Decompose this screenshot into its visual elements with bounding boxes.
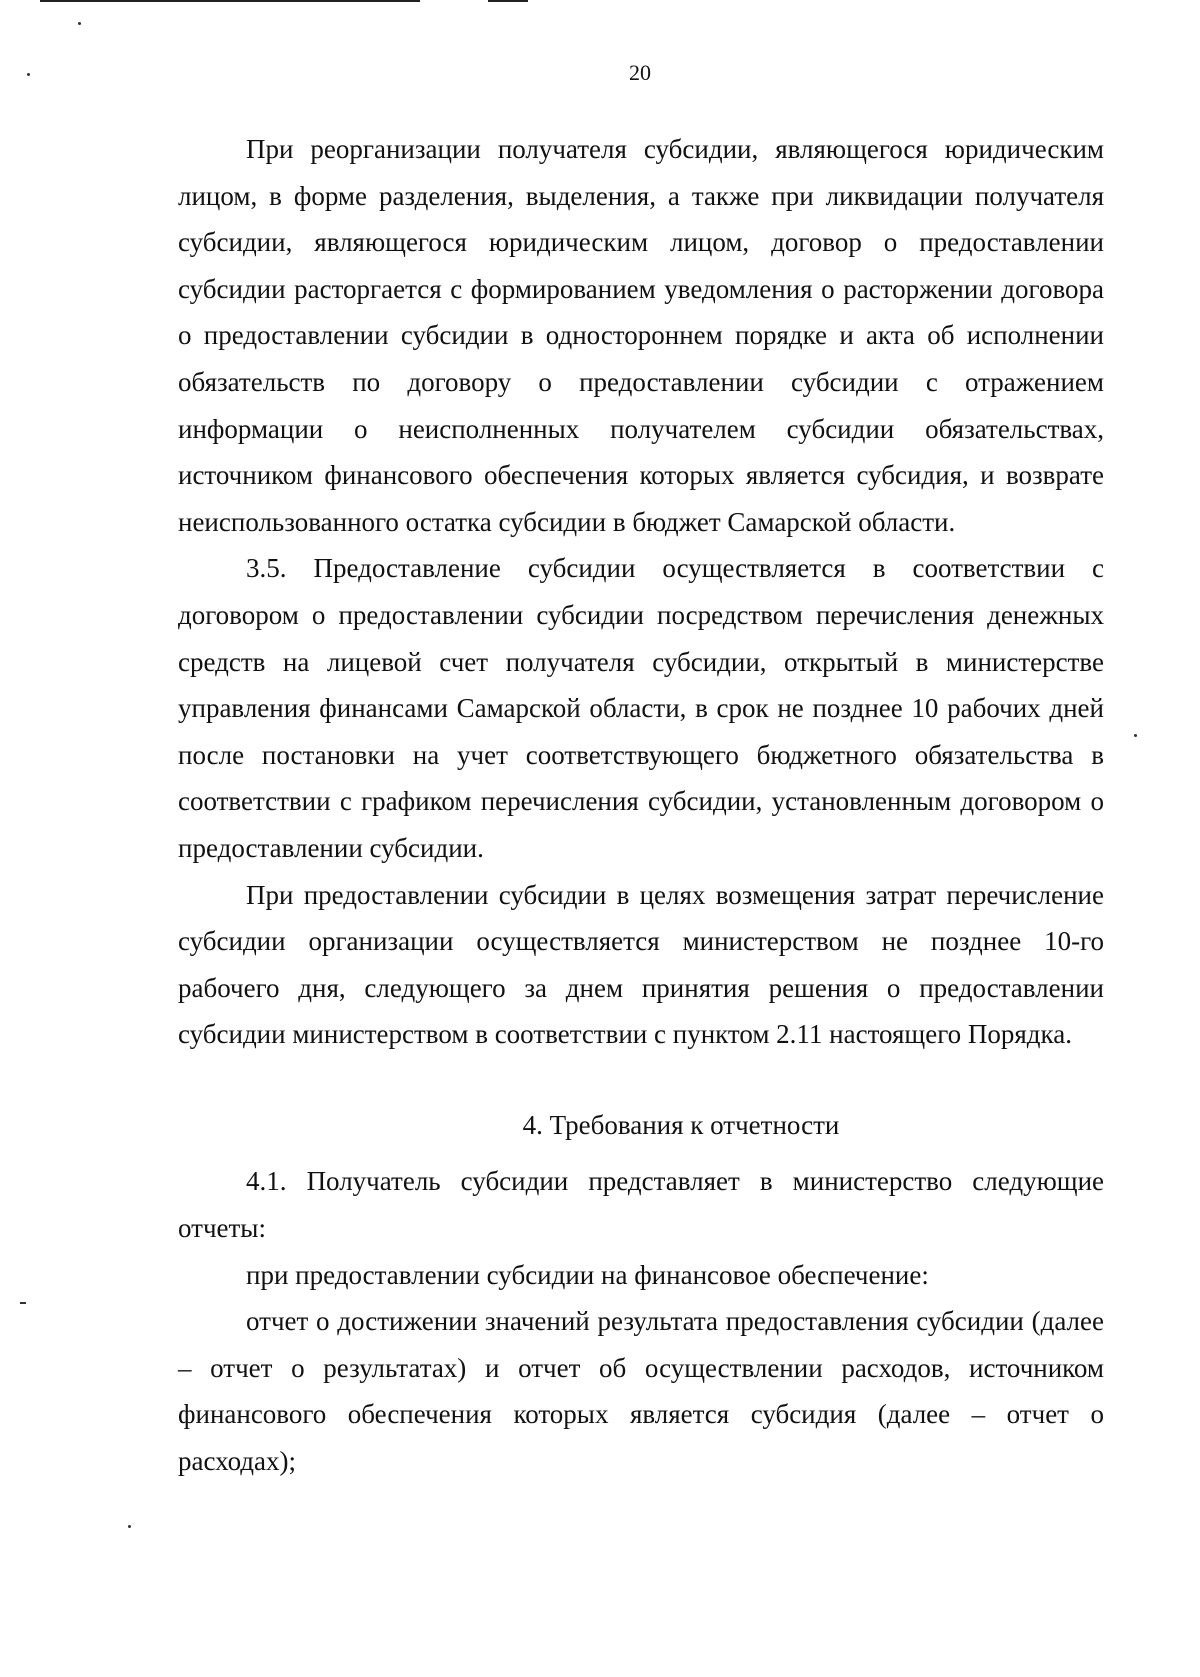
- section-spacer: [178, 1058, 1104, 1102]
- scan-speck: [20, 1302, 26, 1304]
- paragraph-4-1: 4.1. Получатель субсидии представляет в министерство следующие отчеты:: [178, 1166, 1104, 1244]
- paragraph-financial-support: при предоставлении субсидии на финансовое обеспечение:: [246, 1259, 929, 1290]
- scan-edge-mark: [40, 0, 420, 2]
- heading-spacer: [178, 1148, 1104, 1158]
- paragraph-reports: отчет о достижении значений результата предоставления субсидии (далее – отчет о результатах) и отчет об осуществлении расходов, источником финансового обеспечения которых является субсидия (далее – отчет о расходах);: [178, 1306, 1104, 1477]
- scan-speck: [78, 22, 81, 25]
- scan-speck: [1134, 734, 1137, 737]
- document-body: [178, 126, 1104, 1485]
- section-heading: 4. Требования к отчетности: [522, 1109, 840, 1140]
- page-number: 20: [629, 60, 651, 85]
- scan-edge-mark: [488, 0, 528, 2]
- paragraph-3-5: 3.5. Предоставление субсидии осуществляется в соответствии с договором о предоставлении субсидии посредством перечисления денежных средств на лицевой счет получателя субсидии, открытый в министерстве управления финансами Самарской области, в срок не позднее 10 рабочих дней после постановки на учет соответствующего бюджетного обязательства в соответствии с графиком перечисления субсидии, установленным договором о предоставлении субсидии.: [178, 553, 1104, 863]
- paragraph-reimbursement: При предоставлении субсидии в целях возмещения затрат перечисление субсидии организации осуществляется министерством не позднее 10-го рабочего дня, следующего за днем принятия решения о предоставлении субсидии министерством в соответствии с пунктом 2.11 настоящего Порядка.: [178, 879, 1104, 1050]
- paragraph-reorganization: При реорганизации получателя субсидии, являющегося юридическим лицом, в форме разделения, выделения, а также при ликвидации получателя субсидии, являющегося юридическим лицом, договор о предоставлении субсидии расторгается с формированием уведомления о расторжении договора о предоставлении субсидии в одностороннем порядке и акта об исполнении обязательств по договору о предоставлении субсидии с отражением информации о неисполненных получателем субсидии обязательствах, источником финансового обеспечения которых является субсидия, и возврате неиспользованного остатка субсидии в бюджет Самарской области.: [178, 134, 1104, 537]
- scan-speck: [128, 1525, 131, 1528]
